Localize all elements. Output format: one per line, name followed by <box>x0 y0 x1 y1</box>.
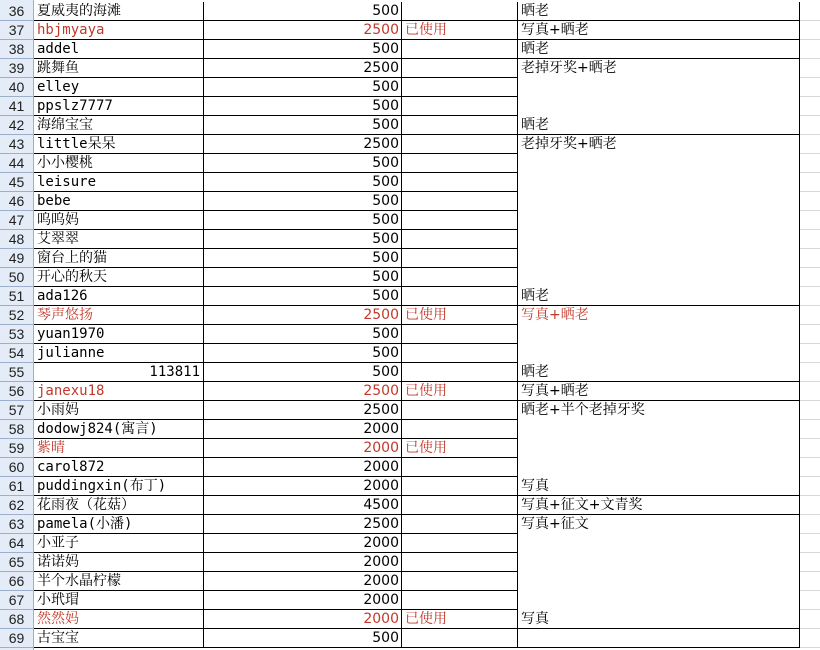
amount-cell[interactable]: 2000 <box>204 477 402 496</box>
table-row <box>0 268 820 287</box>
table-row <box>0 116 820 135</box>
table-row <box>0 458 820 477</box>
status-cell[interactable] <box>402 59 518 78</box>
empty-cell[interactable] <box>800 420 820 439</box>
note-cell[interactable]: 写真 <box>518 610 800 629</box>
note-cell[interactable]: 写真+晒老 <box>518 306 800 325</box>
table-row <box>0 2 820 21</box>
note-cell[interactable] <box>518 97 800 116</box>
amount-cell[interactable]: 500 <box>204 192 402 211</box>
name-cell[interactable]: 小小樱桃 <box>34 154 204 173</box>
note-cell[interactable]: 写真+晒老 <box>518 21 800 40</box>
note-cell[interactable]: 晒老 <box>518 363 800 382</box>
empty-cell[interactable] <box>800 534 820 553</box>
amount-cell[interactable]: 500 <box>204 40 402 59</box>
table-row <box>0 534 820 553</box>
amount-cell[interactable]: 2500 <box>204 515 402 534</box>
note-cell[interactable]: 晒老 <box>518 116 800 135</box>
row-header[interactable]: 40 <box>0 78 33 97</box>
table-row <box>0 211 820 230</box>
note-cell[interactable] <box>518 629 800 648</box>
name-cell[interactable]: addel <box>34 40 204 59</box>
row-header[interactable]: 43 <box>0 135 33 154</box>
empty-cell[interactable] <box>800 173 820 192</box>
empty-cell[interactable] <box>800 135 820 154</box>
status-cell[interactable] <box>402 287 518 306</box>
table-row <box>0 154 820 173</box>
name-cell[interactable]: leisure <box>34 173 204 192</box>
empty-cell[interactable] <box>800 610 820 629</box>
table-row <box>0 553 820 572</box>
amount-cell[interactable]: 2000 <box>204 610 402 629</box>
name-cell[interactable]: yuan1970 <box>34 325 204 344</box>
row-header[interactable]: 65 <box>0 553 33 572</box>
note-cell[interactable]: 晒老+半个老掉牙奖 <box>518 401 800 420</box>
table-row <box>0 610 820 629</box>
table-row <box>0 401 820 420</box>
name-cell[interactable]: 诺诺妈 <box>34 553 204 572</box>
row-header[interactable]: 41 <box>0 97 33 116</box>
empty-cell[interactable] <box>800 363 820 382</box>
status-cell[interactable] <box>402 173 518 192</box>
status-cell[interactable] <box>402 78 518 97</box>
amount-cell[interactable]: 500 <box>204 173 402 192</box>
name-cell[interactable]: 跳舞鱼 <box>34 59 204 78</box>
name-cell[interactable]: 呜呜妈 <box>34 211 204 230</box>
empty-cell[interactable] <box>800 230 820 249</box>
empty-cell[interactable] <box>800 496 820 515</box>
table-row <box>0 78 820 97</box>
empty-cell[interactable] <box>800 325 820 344</box>
note-cell[interactable] <box>518 591 800 610</box>
table-row <box>0 363 820 382</box>
empty-cell[interactable] <box>800 591 820 610</box>
empty-cell[interactable] <box>800 629 820 648</box>
status-cell[interactable] <box>402 325 518 344</box>
status-cell[interactable] <box>402 249 518 268</box>
table-row <box>0 344 820 363</box>
name-cell[interactable]: 花雨夜（花菇） <box>34 496 204 515</box>
row-header[interactable]: 53 <box>0 325 33 344</box>
name-cell[interactable]: 古宝宝 <box>34 629 204 648</box>
name-cell[interactable]: 然然妈 <box>34 610 204 629</box>
status-cell[interactable] <box>402 458 518 477</box>
empty-cell[interactable] <box>800 59 820 78</box>
name-cell[interactable]: bebe <box>34 192 204 211</box>
name-cell[interactable]: pamela(小潘) <box>34 515 204 534</box>
table-row <box>0 59 820 78</box>
empty-cell[interactable] <box>800 401 820 420</box>
amount-cell[interactable]: 500 <box>204 211 402 230</box>
row-header[interactable]: 63 <box>0 515 33 534</box>
row-header[interactable]: 55 <box>0 363 33 382</box>
amount-cell[interactable]: 2000 <box>204 572 402 591</box>
row-header[interactable]: 47 <box>0 211 33 230</box>
table-row <box>0 382 820 401</box>
name-cell[interactable]: hbjmyaya <box>34 21 204 40</box>
status-cell[interactable] <box>402 40 518 59</box>
table-row <box>0 629 820 648</box>
status-cell[interactable] <box>402 401 518 420</box>
table-row <box>0 591 820 610</box>
row-header[interactable]: 66 <box>0 572 33 591</box>
table-row <box>0 572 820 591</box>
note-cell[interactable] <box>518 268 800 287</box>
name-cell[interactable]: carol872 <box>34 458 204 477</box>
amount-cell[interactable]: 500 <box>204 97 402 116</box>
note-cell[interactable] <box>518 154 800 173</box>
note-cell[interactable]: 老掉牙奖+晒老 <box>518 135 800 154</box>
amount-cell[interactable]: 500 <box>204 287 402 306</box>
empty-cell[interactable] <box>800 458 820 477</box>
note-cell[interactable] <box>518 439 800 458</box>
status-cell[interactable] <box>402 2 518 21</box>
row-header[interactable]: 57 <box>0 401 33 420</box>
empty-cell[interactable] <box>800 249 820 268</box>
amount-cell[interactable]: 2500 <box>204 135 402 154</box>
amount-cell[interactable]: 2500 <box>204 306 402 325</box>
status-cell[interactable]: 已使用 <box>402 306 518 325</box>
name-cell[interactable]: 紫晴 <box>34 439 204 458</box>
note-cell[interactable] <box>518 572 800 591</box>
table-row <box>0 496 820 515</box>
empty-cell[interactable] <box>800 78 820 97</box>
amount-cell[interactable]: 500 <box>204 78 402 97</box>
note-cell[interactable] <box>518 211 800 230</box>
row-header[interactable]: 38 <box>0 40 33 59</box>
name-cell[interactable]: 夏威夷的海滩 <box>34 2 204 21</box>
note-cell[interactable] <box>518 230 800 249</box>
row-header[interactable]: 60 <box>0 458 33 477</box>
table-row <box>0 97 820 116</box>
empty-cell[interactable] <box>800 439 820 458</box>
empty-cell[interactable] <box>800 382 820 401</box>
note-cell[interactable] <box>518 458 800 477</box>
note-cell[interactable]: 写真 <box>518 477 800 496</box>
table-row <box>0 306 820 325</box>
amount-cell[interactable]: 2500 <box>204 59 402 78</box>
empty-cell[interactable] <box>800 116 820 135</box>
amount-cell[interactable]: 500 <box>204 363 402 382</box>
status-cell[interactable] <box>402 268 518 287</box>
status-cell[interactable] <box>402 553 518 572</box>
status-cell[interactable] <box>402 344 518 363</box>
note-cell[interactable] <box>518 192 800 211</box>
status-cell[interactable] <box>402 515 518 534</box>
status-cell[interactable] <box>402 230 518 249</box>
status-cell[interactable] <box>402 420 518 439</box>
name-cell[interactable]: 开心的秋天 <box>34 268 204 287</box>
name-cell[interactable]: 艾翠翠 <box>34 230 204 249</box>
row-header[interactable]: 44 <box>0 154 33 173</box>
status-cell[interactable] <box>402 534 518 553</box>
table-row <box>0 40 820 59</box>
table-row <box>0 477 820 496</box>
row-header[interactable]: 61 <box>0 477 33 496</box>
status-cell[interactable] <box>402 572 518 591</box>
table-row <box>0 515 820 534</box>
note-cell[interactable] <box>518 249 800 268</box>
note-cell[interactable] <box>518 78 800 97</box>
status-cell[interactable]: 已使用 <box>402 610 518 629</box>
empty-cell[interactable] <box>800 97 820 116</box>
status-cell[interactable] <box>402 116 518 135</box>
name-cell[interactable]: dodowj824(寓言) <box>34 420 204 439</box>
status-cell[interactable] <box>402 363 518 382</box>
empty-cell[interactable] <box>800 192 820 211</box>
status-cell[interactable]: 已使用 <box>402 382 518 401</box>
amount-cell[interactable]: 500 <box>204 154 402 173</box>
name-cell[interactable]: little呆呆 <box>34 135 204 154</box>
status-cell[interactable] <box>402 496 518 515</box>
amount-cell[interactable]: 2500 <box>204 382 402 401</box>
row-header[interactable]: 39 <box>0 59 33 78</box>
table-row <box>0 439 820 458</box>
table-row <box>0 173 820 192</box>
table-row <box>0 249 820 268</box>
note-cell[interactable]: 晒老 <box>518 40 800 59</box>
name-cell[interactable]: 小玳瑁 <box>34 591 204 610</box>
name-cell[interactable]: julianne <box>34 344 204 363</box>
row-header[interactable]: 42 <box>0 116 33 135</box>
name-cell[interactable]: 窗台上的猫 <box>34 249 204 268</box>
amount-cell[interactable]: 2500 <box>204 21 402 40</box>
note-cell[interactable]: 写真+征文+文青奖 <box>518 496 800 515</box>
status-cell[interactable] <box>402 629 518 648</box>
row-header[interactable]: 56 <box>0 382 33 401</box>
status-cell[interactable]: 已使用 <box>402 439 518 458</box>
table-row <box>0 135 820 154</box>
empty-cell[interactable] <box>800 306 820 325</box>
empty-cell[interactable] <box>800 553 820 572</box>
note-cell[interactable] <box>518 344 800 363</box>
name-cell[interactable]: 小亚子 <box>34 534 204 553</box>
amount-cell[interactable]: 500 <box>204 268 402 287</box>
empty-cell[interactable] <box>800 515 820 534</box>
table-row <box>0 192 820 211</box>
name-cell[interactable]: janexu18 <box>34 382 204 401</box>
note-cell[interactable] <box>518 325 800 344</box>
table-row <box>0 420 820 439</box>
empty-cell[interactable] <box>800 40 820 59</box>
status-cell[interactable] <box>402 135 518 154</box>
name-cell[interactable]: 113811 <box>34 363 204 382</box>
row-header[interactable]: 45 <box>0 173 33 192</box>
row-header[interactable]: 58 <box>0 420 33 439</box>
name-cell[interactable]: 小雨妈 <box>34 401 204 420</box>
amount-cell[interactable]: 500 <box>204 249 402 268</box>
row-header[interactable]: 68 <box>0 610 33 629</box>
table-row <box>0 21 820 40</box>
status-cell[interactable] <box>402 192 518 211</box>
row-header[interactable]: 49 <box>0 249 33 268</box>
status-cell[interactable] <box>402 154 518 173</box>
empty-cell[interactable] <box>800 572 820 591</box>
row-header[interactable]: 37 <box>0 21 33 40</box>
table-row <box>0 230 820 249</box>
name-cell[interactable]: 海绵宝宝 <box>34 116 204 135</box>
row-header[interactable]: 50 <box>0 268 33 287</box>
amount-cell[interactable]: 4500 <box>204 496 402 515</box>
amount-cell[interactable]: 2000 <box>204 420 402 439</box>
amount-cell[interactable]: 2000 <box>204 591 402 610</box>
row-header[interactable]: 46 <box>0 192 33 211</box>
row-header[interactable]: 52 <box>0 306 33 325</box>
status-cell[interactable]: 已使用 <box>402 21 518 40</box>
empty-cell[interactable] <box>800 477 820 496</box>
note-cell[interactable]: 写真+征文 <box>518 515 800 534</box>
amount-cell[interactable]: 500 <box>204 230 402 249</box>
name-cell[interactable]: 琴声悠扬 <box>34 306 204 325</box>
empty-cell[interactable] <box>800 344 820 363</box>
row-header[interactable]: 51 <box>0 287 33 306</box>
amount-cell[interactable]: 500 <box>204 2 402 21</box>
row-header[interactable]: 54 <box>0 344 33 363</box>
empty-cell[interactable] <box>800 21 820 40</box>
status-cell[interactable] <box>402 97 518 116</box>
name-cell[interactable]: elley <box>34 78 204 97</box>
row-header[interactable]: 69 <box>0 629 33 648</box>
note-cell[interactable]: 老掉牙奖+晒老 <box>518 59 800 78</box>
empty-cell[interactable] <box>800 287 820 306</box>
name-cell[interactable]: ppslz7777 <box>34 97 204 116</box>
empty-cell[interactable] <box>800 2 820 21</box>
name-cell[interactable]: 半个水晶柠檬 <box>34 572 204 591</box>
amount-cell[interactable]: 500 <box>204 629 402 648</box>
note-cell[interactable]: 晒老 <box>518 287 800 306</box>
amount-cell[interactable]: 2000 <box>204 439 402 458</box>
note-cell[interactable] <box>518 173 800 192</box>
note-cell[interactable]: 写真+晒老 <box>518 382 800 401</box>
amount-cell[interactable]: 2500 <box>204 401 402 420</box>
name-cell[interactable]: ada126 <box>34 287 204 306</box>
empty-cell[interactable] <box>800 268 820 287</box>
note-cell[interactable] <box>518 534 800 553</box>
note-cell[interactable] <box>518 553 800 572</box>
amount-cell[interactable]: 2000 <box>204 553 402 572</box>
amount-cell[interactable]: 2000 <box>204 458 402 477</box>
amount-cell[interactable]: 500 <box>204 116 402 135</box>
row-header[interactable]: 59 <box>0 439 33 458</box>
note-cell[interactable] <box>518 420 800 439</box>
row-header[interactable]: 64 <box>0 534 33 553</box>
row-header[interactable]: 62 <box>0 496 33 515</box>
table-row <box>0 325 820 344</box>
amount-cell[interactable]: 2000 <box>204 534 402 553</box>
status-cell[interactable] <box>402 591 518 610</box>
row-header[interactable]: 48 <box>0 230 33 249</box>
status-cell[interactable] <box>402 477 518 496</box>
name-cell[interactable]: puddingxin(布丁) <box>34 477 204 496</box>
amount-cell[interactable]: 500 <box>204 344 402 363</box>
empty-cell[interactable] <box>800 211 820 230</box>
amount-cell[interactable]: 500 <box>204 325 402 344</box>
empty-cell[interactable] <box>800 154 820 173</box>
row-header[interactable]: 67 <box>0 591 33 610</box>
table-row <box>0 287 820 306</box>
status-cell[interactable] <box>402 211 518 230</box>
row-header[interactable]: 36 <box>0 2 33 21</box>
note-cell[interactable]: 晒老 <box>518 2 800 21</box>
